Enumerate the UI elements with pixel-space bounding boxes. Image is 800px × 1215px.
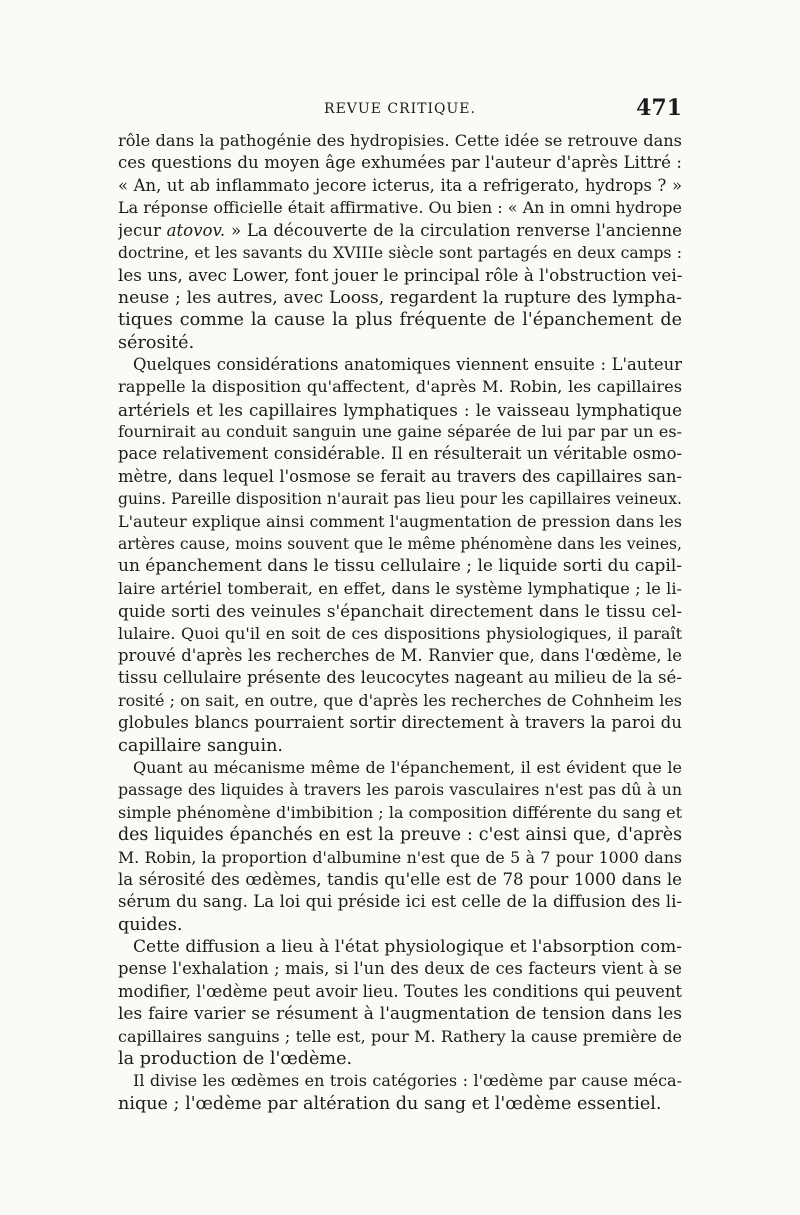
text-line: sérum du sang. La loi qui préside ici est celle de la diffusion des li- — [118, 892, 682, 912]
text-line: quides. — [118, 914, 183, 935]
text-line: globules blancs pourraient sortir directement à travers la paroi du — [118, 713, 682, 733]
text-line: modifier, l'œdème peut avoir lieu. Toutes les conditions qui peuvent — [118, 981, 682, 1001]
text-line: Quelques considérations anatomiques viennent ensuite : L'auteur — [133, 354, 682, 374]
text-line: lulaire. Quoi qu'il en soit de ces dispositions physiologiques, il paraît — [118, 623, 682, 643]
text-line: laire artériel tomberait, en effet, dans le système lymphatique ; le li- — [118, 578, 682, 598]
running-head: REVUE CRITIQUE. — [324, 101, 476, 117]
text-line: ces questions du moyen âge exhumées par l'auteur d'après Littré : — [118, 153, 682, 173]
text-line: « An, ut ab inflammato jecore icterus, ita a refrigerato, hydrops ? » — [118, 175, 682, 195]
text-line: nique ; l'œdème par altération du sang et l'œdème essentiel. — [118, 1093, 662, 1114]
page-header — [118, 95, 682, 123]
text-line: rappelle la disposition qu'affectent, d'après M. Robin, les capillaires — [118, 377, 682, 397]
closing-quote: » — [230, 220, 242, 240]
greek-word: atovov. — [166, 220, 226, 240]
latin-word: jecur — [118, 220, 161, 240]
text-line: la production de l'œdème. — [118, 1049, 353, 1070]
text-line: neuse ; les autres, avec Looss, regardent la rupture des lympha- — [118, 287, 682, 308]
text-line: Il divise les œdèmes en trois catégories : l'œdème par cause méca- — [133, 1071, 682, 1091]
text-line: quide sorti des veinules s'épanchait directement dans le tissu cel- — [118, 601, 682, 622]
text-line: les faire varier se résument à l'augmentation de tension dans les — [118, 1004, 682, 1025]
text-line: tissu cellulaire présente des leucocytes nageant au milieu de la sé- — [118, 668, 682, 688]
text-line: des liquides épanchés en est la preuve : c'est ainsi que, d'après — [118, 825, 682, 846]
text-line: tiques comme la cause la plus fréquente de l'épanchement de — [118, 310, 682, 331]
text-line: la sérosité des œdèmes, tandis qu'elle est de 78 pour 1000 dans le — [118, 869, 682, 889]
text-line: Cette diffusion a lieu à l'état physiologique et l'absorption com- — [133, 937, 682, 958]
text-line: capillaire sanguin. — [118, 735, 284, 756]
page-number: 471 — [636, 95, 682, 121]
text-line: M. Robin, la proportion d'albumine n'est que de 5 à 7 pour 1000 dans — [118, 847, 682, 867]
text-line: un épanchement dans le tissu cellulaire ; le liquide sorti du capil- — [118, 556, 682, 577]
text-line: rosité ; on sait, en outre, que d'après les recherches de Cohnheim les — [118, 690, 682, 710]
text-line: prouvé d'après les recherches de M. Ranvier que, dans l'œdème, le — [118, 645, 682, 665]
text-line: doctrine, et les savants du XVIIIe siècle sont partagés en deux camps : — [118, 243, 682, 262]
text-line: fournirait au conduit sanguin une gaine séparée de lui par par un es- — [118, 422, 682, 442]
text-line: passage des liquides à travers les parois vasculaires n'est pas dû à un — [118, 780, 682, 800]
text-line: artères cause, moins souvent que le même phénomène dans les veines, — [118, 535, 682, 554]
text-line: pense l'exhalation ; mais, si l'un des deux de ces facteurs vient à se — [118, 959, 682, 979]
line-remainder: La découverte de la circulation renverse l'ancienne — [246, 220, 682, 240]
text-line: Quant au mécanisme même de l'épanchement, il est évident que le — [133, 757, 682, 777]
text-line: simple phénomène d'imbibition ; la composition différente du sang et — [118, 802, 682, 822]
text-line: mètre, dans lequel l'osmose se ferait au travers des capillaires san- — [118, 466, 682, 486]
text-line: La réponse officielle était affirmative. Ou bien : « An in omni hydrope — [118, 198, 682, 218]
text-line: rôle dans la pathogénie des hydropisies. Cette idée se retrouve dans — [118, 131, 682, 150]
text-line — [118, 220, 682, 242]
text-line: les uns, avec Lower, font jouer le principal rôle à l'obstruction vei- — [118, 265, 682, 286]
text-line: pace relativement considérable. Il en résulterait un véritable osmo- — [118, 444, 682, 464]
text-line: guins. Pareille disposition n'aurait pas lieu pour les capillaires veineux. — [118, 490, 682, 509]
text-line: capillaires sanguins ; telle est, pour M. Rathery la cause première de — [118, 1026, 682, 1046]
text-line: sérosité. — [118, 332, 195, 353]
body-text — [118, 130, 682, 1115]
text-line: artériels et les capillaires lymphatiques : le vaisseau lymphatique — [118, 399, 682, 420]
text-line: L'auteur explique ainsi comment l'augmentation de pression dans les — [118, 511, 682, 531]
